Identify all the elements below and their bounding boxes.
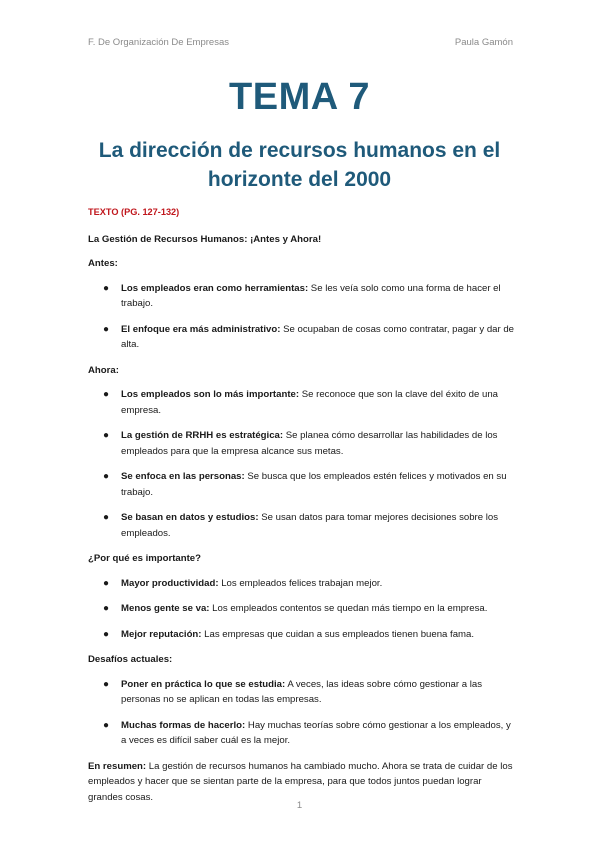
list-item <box>88 677 516 708</box>
item-text: Los empleados contentos se quedan más tiempo en la empresa. <box>209 603 488 614</box>
item-text: Se planea cómo desarrollar las habilidades de los empleados para que la empresa alcance sus metas. <box>121 430 498 457</box>
item-text: Hay muchas teorías sobre cómo gestionar a los empleados, y a veces es difícil saber cuál es la mejor. <box>121 719 511 746</box>
list-item <box>88 718 516 749</box>
item-label: Menos gente se va: <box>121 603 210 614</box>
page-subtitle: La dirección de recursos humanos en el horizonte del 2000 <box>98 139 501 191</box>
bullet-icon: ● <box>103 430 110 441</box>
item-text: Se ocupaban de cosas como contratar, pagar y dar de alta. <box>121 323 515 350</box>
bullet-icon: ● <box>103 628 110 640</box>
item-text: Se busca que los empleados estén felices y motivados en su trabajo. <box>121 471 507 498</box>
summary-label: En resumen: <box>88 760 147 772</box>
item-text: Se les veía solo como una forma de hacer el trabajo. <box>121 282 501 309</box>
summary-paragraph <box>88 759 516 806</box>
section-heading: ¿Por qué es importante? <box>88 553 202 564</box>
bullet-icon: ● <box>103 678 110 690</box>
list-item <box>88 428 516 459</box>
item-text: Las empresas que cuidan a sus empleados tienen buena fama. <box>201 628 475 640</box>
item-text: A veces, las ideas sobre cómo gestionar a las personas no se aplican en todas las empresas. <box>121 678 482 705</box>
bullet-icon: ● <box>103 323 110 335</box>
bullet-icon: ● <box>103 282 110 294</box>
list-item <box>88 627 516 643</box>
bullet-list <box>88 281 516 353</box>
section-heading: Desafíos actuales: <box>88 654 173 665</box>
bullet-list <box>88 387 516 541</box>
header-course: F. De Organización De Empresas <box>88 37 229 48</box>
bullet-icon: ● <box>103 512 110 523</box>
item-text: Se usan datos para tomar mejores decisiones sobre los empleados. <box>121 512 498 539</box>
source-reference: TEXTO (PG. 127-132) <box>88 207 180 217</box>
bullet-icon: ● <box>103 471 110 482</box>
item-text: Se reconoce que son la clave del éxito de una empresa. <box>121 389 499 416</box>
page-number: 1 <box>296 800 303 811</box>
page-title: TEMA 7 <box>229 76 370 118</box>
bullet-icon: ● <box>103 603 110 614</box>
item-text: Los empleados felices trabajan mejor. <box>218 577 383 589</box>
document-body <box>88 205 516 813</box>
item-label: Se basan en datos y estudios: <box>121 512 259 523</box>
list-item <box>88 322 516 353</box>
item-label: Los empleados eran como herramientas: <box>121 282 309 294</box>
item-label: Poner en práctica lo que se estudia: <box>121 678 286 690</box>
list-item <box>88 510 516 541</box>
item-label: El enfoque era más administrativo: <box>121 323 281 335</box>
list-item <box>88 281 516 312</box>
section-heading: Antes: <box>88 258 118 269</box>
bullet-icon: ● <box>103 719 110 731</box>
item-label: Muchas formas de hacerlo: <box>121 719 246 731</box>
item-label: Los empleados son lo más importante: <box>121 389 300 400</box>
header-author: Paula Gamón <box>454 37 513 48</box>
item-label: Mejor reputación: <box>121 628 202 640</box>
bullet-list <box>88 677 516 749</box>
intro-heading: La Gestión de Recursos Humanos: ¡Antes y Ahora! <box>88 233 322 245</box>
item-label: Mayor productividad: <box>121 577 219 589</box>
list-item <box>88 601 516 617</box>
summary-text: La gestión de recursos humanos ha cambiado mucho. Ahora se trata de cuidar de los empleados y hacer que se sientan parte de la empresa, para que todos juntos puedan lograr grandes cosas. <box>88 760 513 803</box>
list-item <box>88 576 516 592</box>
item-label: Se enfoca en las personas: <box>121 471 245 482</box>
list-item <box>88 469 516 500</box>
item-label: La gestión de RRHH es estratégica: <box>121 430 284 441</box>
section-heading: Ahora: <box>88 364 119 376</box>
bullet-icon: ● <box>103 577 110 589</box>
list-item <box>88 387 516 418</box>
bullet-icon: ● <box>103 389 110 400</box>
bullet-list <box>88 576 516 643</box>
